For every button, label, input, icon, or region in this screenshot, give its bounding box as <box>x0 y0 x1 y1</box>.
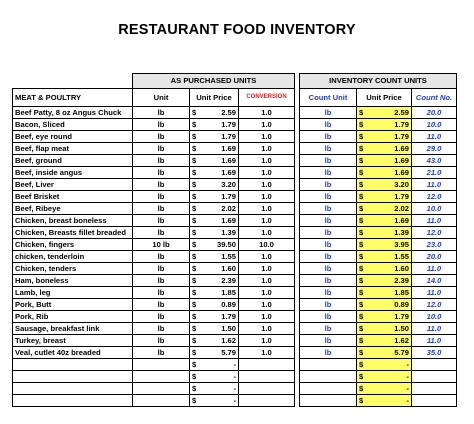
conversion-cell <box>239 395 295 407</box>
inventory-item-cell: Beef, ground <box>13 155 133 167</box>
unit-cell: lb <box>133 275 190 287</box>
inventory-item-cell: Chicken, Breasts fillet breaded <box>13 227 133 239</box>
inventory-item-cell: Turkey, breast <box>13 335 133 347</box>
count-no-cell[interactable]: 12.0 <box>412 227 457 239</box>
count-unit-price-cell: 0.89 <box>367 299 412 311</box>
unit-price-cell: 1.55 <box>200 251 239 263</box>
count-unit-cell: lb <box>300 263 357 275</box>
count-no-cell[interactable]: 20.0 <box>412 251 457 263</box>
count-unit-cell <box>300 359 357 371</box>
inventory-item-cell: Veal, cutlet 40z breaded <box>13 347 133 359</box>
conversion-cell <box>239 383 295 395</box>
inventory-item-cell <box>13 383 133 395</box>
count-unit-price-cell: 1.69 <box>367 215 412 227</box>
unit-price-cell: 5.79 <box>200 347 239 359</box>
unit-cell: lb <box>133 131 190 143</box>
table-row <box>13 119 457 131</box>
count-no-cell[interactable]: 10.0 <box>412 311 457 323</box>
price-currency-cell: $ <box>190 131 200 143</box>
inventory-item-cell: Beef Patty, 8 oz Angus Chuck <box>13 107 133 119</box>
table-row <box>13 227 457 239</box>
table-row <box>13 191 457 203</box>
price-currency-cell: $ <box>190 263 200 275</box>
count-no-cell[interactable]: 35.0 <box>412 347 457 359</box>
inventory-item-cell: Pork, Butt <box>13 299 133 311</box>
price-currency-cell: $ <box>190 371 200 383</box>
inventory-rows <box>13 107 457 407</box>
count-price-currency-cell: $ <box>357 275 367 287</box>
price-currency-cell: $ <box>190 119 200 131</box>
unit-price-cell: - <box>200 395 239 407</box>
unit-price-cell: 1.79 <box>200 119 239 131</box>
unit-cell: lb <box>133 155 190 167</box>
conversion-cell: 1.0 <box>239 323 295 335</box>
unit-price-cell: 2.39 <box>200 275 239 287</box>
count-unit-header: Count Unit <box>300 89 357 107</box>
price-currency-cell: $ <box>190 203 200 215</box>
price-currency-cell: $ <box>190 227 200 239</box>
purchased-units-header: AS PURCHASED UNITS <box>133 74 295 89</box>
inventory-item-cell: Ham, boneless <box>13 275 133 287</box>
count-unit-cell <box>300 371 357 383</box>
count-no-cell[interactable]: 11.0 <box>412 263 457 275</box>
table-row <box>13 323 457 335</box>
inventory-item-cell: Sausage, breakfast link <box>13 323 133 335</box>
count-no-cell[interactable]: 11.0 <box>412 335 457 347</box>
count-unit-cell: lb <box>300 131 357 143</box>
unit-cell: lb <box>133 323 190 335</box>
count-no-cell[interactable] <box>412 371 457 383</box>
table-row <box>13 383 457 395</box>
table-row <box>13 167 457 179</box>
table-row <box>13 335 457 347</box>
inventory-item-cell: Beef, eye round <box>13 131 133 143</box>
price-currency-cell: $ <box>190 323 200 335</box>
unit-cell: lb <box>133 215 190 227</box>
unit-price-cell: 2.02 <box>200 203 239 215</box>
count-unit-price-cell: 1.55 <box>367 251 412 263</box>
conversion-cell: 1.0 <box>239 215 295 227</box>
inventory-item-cell <box>13 359 133 371</box>
unit-price-cell: 2.59 <box>200 107 239 119</box>
price-currency-cell: $ <box>190 383 200 395</box>
count-price-currency-cell: $ <box>357 371 367 383</box>
count-unit-price-cell: 1.39 <box>367 227 412 239</box>
count-no-cell[interactable]: 11.0 <box>412 287 457 299</box>
unit-price-cell: - <box>200 383 239 395</box>
count-unit-cell: lb <box>300 335 357 347</box>
count-unit-price-cell: 1.79 <box>367 119 412 131</box>
count-unit-cell: lb <box>300 323 357 335</box>
conversion-cell <box>239 371 295 383</box>
count-unit-price-cell: 1.79 <box>367 131 412 143</box>
count-price-currency-cell: $ <box>357 383 367 395</box>
count-unit-cell <box>300 383 357 395</box>
count-unit-cell <box>300 395 357 407</box>
count-unit-cell: lb <box>300 299 357 311</box>
count-units-header: INVENTORY COUNT UNITS <box>300 74 457 89</box>
count-no-header: Count No. <box>412 89 457 107</box>
count-unit-cell: lb <box>300 167 357 179</box>
count-unit-cell: lb <box>300 179 357 191</box>
count-unit-price-cell: 1.69 <box>367 143 412 155</box>
unit-price-cell: 1.50 <box>200 323 239 335</box>
count-price-currency-cell: $ <box>357 191 367 203</box>
unit-price-cell: 1.60 <box>200 263 239 275</box>
count-price-currency-cell: $ <box>357 287 367 299</box>
table-row <box>13 299 457 311</box>
unit-price-cell: 1.62 <box>200 335 239 347</box>
count-price-currency-cell: $ <box>357 107 367 119</box>
unit-cell: lb <box>133 299 190 311</box>
conversion-cell: 1.0 <box>239 347 295 359</box>
table-row <box>13 215 457 227</box>
count-unit-price-cell: 3.20 <box>367 179 412 191</box>
inventory-item-cell: chicken, tenderloin <box>13 251 133 263</box>
count-price-currency-cell: $ <box>357 227 367 239</box>
count-unit-price-cell: 5.79 <box>367 347 412 359</box>
price-currency-cell: $ <box>190 167 200 179</box>
count-unit-cell: lb <box>300 191 357 203</box>
table-row <box>13 311 457 323</box>
price-currency-cell: $ <box>190 275 200 287</box>
inventory-item-cell: Chicken, tenders <box>13 263 133 275</box>
conversion-cell: 1.0 <box>239 299 295 311</box>
count-no-cell[interactable]: 23.0 <box>412 239 457 251</box>
count-no-cell[interactable]: 10.0 <box>412 119 457 131</box>
count-unit-price-cell: - <box>367 371 412 383</box>
unit-price-cell: 1.79 <box>200 131 239 143</box>
inventory-item-cell: Beef, Ribeye <box>13 203 133 215</box>
conversion-cell: 1.0 <box>239 191 295 203</box>
inventory-item-cell <box>13 371 133 383</box>
group-header-row <box>13 74 457 89</box>
table-row <box>13 275 457 287</box>
inventory-item-cell: Lamb, leg <box>13 287 133 299</box>
table-row <box>13 395 457 407</box>
table-row <box>13 251 457 263</box>
unit-cell <box>133 395 190 407</box>
price-currency-cell: $ <box>190 215 200 227</box>
table-row <box>13 107 457 119</box>
count-unit-price-cell: 2.39 <box>367 275 412 287</box>
unit-cell <box>133 359 190 371</box>
unit-cell <box>133 383 190 395</box>
count-unit-price-header: Unit Price <box>357 89 412 107</box>
count-unit-price-cell: - <box>367 359 412 371</box>
count-unit-cell: lb <box>300 347 357 359</box>
count-price-currency-cell: $ <box>357 155 367 167</box>
count-price-currency-cell: $ <box>357 131 367 143</box>
category-header: MEAT & POULTRY <box>13 89 133 107</box>
count-price-currency-cell: $ <box>357 263 367 275</box>
count-no-cell[interactable] <box>412 383 457 395</box>
count-unit-cell: lb <box>300 275 357 287</box>
inventory-item-cell: Beef Brisket <box>13 191 133 203</box>
count-unit-cell: lb <box>300 143 357 155</box>
price-currency-cell: $ <box>190 239 200 251</box>
count-unit-price-cell: 1.62 <box>367 335 412 347</box>
count-price-currency-cell: $ <box>357 311 367 323</box>
table-row <box>13 239 457 251</box>
unit-price-header: Unit Price <box>190 89 239 107</box>
table-row <box>13 203 457 215</box>
unit-price-cell: 1.69 <box>200 143 239 155</box>
table-row <box>13 131 457 143</box>
conversion-cell: 10.0 <box>239 239 295 251</box>
count-unit-cell: lb <box>300 107 357 119</box>
count-price-currency-cell: $ <box>357 179 367 191</box>
price-currency-cell: $ <box>190 155 200 167</box>
count-price-currency-cell: $ <box>357 119 367 131</box>
conversion-cell: 1.0 <box>239 119 295 131</box>
count-no-cell[interactable]: 20.0 <box>412 107 457 119</box>
count-unit-cell: lb <box>300 203 357 215</box>
unit-cell: lb <box>133 191 190 203</box>
price-currency-cell: $ <box>190 395 200 407</box>
count-unit-price-cell: 1.50 <box>367 323 412 335</box>
price-currency-cell: $ <box>190 287 200 299</box>
conversion-cell: 1.0 <box>239 251 295 263</box>
unit-price-cell: - <box>200 359 239 371</box>
unit-cell: lb <box>133 335 190 347</box>
count-unit-cell: lb <box>300 251 357 263</box>
count-unit-cell: lb <box>300 287 357 299</box>
conversion-cell: 1.0 <box>239 203 295 215</box>
count-unit-cell: lb <box>300 239 357 251</box>
table-row <box>13 263 457 275</box>
count-no-cell[interactable]: 12.0 <box>412 191 457 203</box>
conversion-cell: 1.0 <box>239 155 295 167</box>
table-row <box>13 347 457 359</box>
unit-cell: 10 lb <box>133 239 190 251</box>
count-price-currency-cell: $ <box>357 299 367 311</box>
page-title: RESTAURANT FOOD INVENTORY <box>118 22 356 38</box>
count-unit-price-cell: 1.60 <box>367 263 412 275</box>
unit-cell: lb <box>133 263 190 275</box>
count-unit-price-cell: 1.85 <box>367 287 412 299</box>
table-row <box>13 287 457 299</box>
unit-price-cell: 0.89 <box>200 299 239 311</box>
count-unit-cell: lb <box>300 215 357 227</box>
unit-cell <box>133 371 190 383</box>
count-unit-price-cell: 1.69 <box>367 167 412 179</box>
count-no-cell[interactable]: 14.0 <box>412 275 457 287</box>
conversion-cell: 1.0 <box>239 131 295 143</box>
conversion-cell: 1.0 <box>239 275 295 287</box>
unit-price-cell: 1.79 <box>200 191 239 203</box>
count-no-cell[interactable]: 29.0 <box>412 143 457 155</box>
unit-cell: lb <box>133 179 190 191</box>
unit-cell: lb <box>133 107 190 119</box>
count-no-cell[interactable]: 10.0 <box>412 203 457 215</box>
count-unit-cell: lb <box>300 227 357 239</box>
price-currency-cell: $ <box>190 359 200 371</box>
count-unit-price-cell: 1.69 <box>367 155 412 167</box>
conversion-cell: 1.0 <box>239 227 295 239</box>
price-currency-cell: $ <box>190 143 200 155</box>
count-price-currency-cell: $ <box>357 347 367 359</box>
unit-cell: lb <box>133 203 190 215</box>
unit-price-cell: 1.79 <box>200 311 239 323</box>
price-currency-cell: $ <box>190 179 200 191</box>
count-unit-cell: lb <box>300 119 357 131</box>
count-price-currency-cell: $ <box>357 215 367 227</box>
conversion-cell: 1.0 <box>239 335 295 347</box>
count-unit-price-cell: - <box>367 383 412 395</box>
unit-header: Unit <box>133 89 190 107</box>
conversion-header: CONVERSION <box>239 89 295 107</box>
unit-price-cell: 39.50 <box>200 239 239 251</box>
price-currency-cell: $ <box>190 347 200 359</box>
conversion-cell: 1.0 <box>239 167 295 179</box>
count-no-cell[interactable]: 21.0 <box>412 167 457 179</box>
count-price-currency-cell: $ <box>357 323 367 335</box>
count-unit-price-cell: 3.95 <box>367 239 412 251</box>
price-currency-cell: $ <box>190 251 200 263</box>
unit-cell: lb <box>133 251 190 263</box>
inventory-item-cell <box>13 395 133 407</box>
table-row <box>13 155 457 167</box>
price-currency-cell: $ <box>190 335 200 347</box>
conversion-cell: 1.0 <box>239 107 295 119</box>
count-price-currency-cell: $ <box>357 143 367 155</box>
count-price-currency-cell: $ <box>357 395 367 407</box>
price-currency-cell: $ <box>190 299 200 311</box>
count-price-currency-cell: $ <box>357 239 367 251</box>
unit-price-cell: 1.69 <box>200 167 239 179</box>
unit-cell: lb <box>133 143 190 155</box>
price-currency-cell: $ <box>190 107 200 119</box>
conversion-cell: 1.0 <box>239 263 295 275</box>
inventory-item-cell: Beef, flap meat <box>13 143 133 155</box>
count-no-cell[interactable]: 11.0 <box>412 323 457 335</box>
unit-cell: lb <box>133 311 190 323</box>
price-currency-cell: $ <box>190 311 200 323</box>
count-unit-price-cell: - <box>367 395 412 407</box>
conversion-cell: 1.0 <box>239 143 295 155</box>
count-no-cell[interactable]: 11.0 <box>412 179 457 191</box>
unit-cell: lb <box>133 227 190 239</box>
count-unit-price-cell: 2.59 <box>367 107 412 119</box>
price-currency-cell: $ <box>190 191 200 203</box>
count-unit-price-cell: 1.79 <box>367 311 412 323</box>
unit-cell: lb <box>133 287 190 299</box>
count-no-cell[interactable] <box>412 395 457 407</box>
inventory-item-cell: Pork, Rib <box>13 311 133 323</box>
unit-price-cell: 1.69 <box>200 155 239 167</box>
count-no-cell[interactable]: 43.0 <box>412 155 457 167</box>
table-row <box>13 371 457 383</box>
inventory-item-cell: Beef, inside angus <box>13 167 133 179</box>
count-no-cell[interactable]: 11.0 <box>412 215 457 227</box>
inventory-item-cell: Chicken, fingers <box>13 239 133 251</box>
table-row <box>13 179 457 191</box>
count-price-currency-cell: $ <box>357 251 367 263</box>
inventory-table <box>12 73 457 407</box>
inventory-item-cell: Bacon, Sliced <box>13 119 133 131</box>
unit-cell: lb <box>133 119 190 131</box>
count-price-currency-cell: $ <box>357 335 367 347</box>
count-unit-price-cell: 1.79 <box>367 191 412 203</box>
inventory-item-cell: Chicken, breast boneless <box>13 215 133 227</box>
conversion-cell: 1.0 <box>239 287 295 299</box>
count-no-cell[interactable] <box>412 359 457 371</box>
table-row <box>13 359 457 371</box>
unit-cell: lb <box>133 347 190 359</box>
unit-price-cell: - <box>200 371 239 383</box>
count-unit-price-cell: 2.02 <box>367 203 412 215</box>
count-no-cell[interactable]: 11.0 <box>412 131 457 143</box>
conversion-cell: 1.0 <box>239 311 295 323</box>
unit-cell: lb <box>133 167 190 179</box>
unit-price-cell: 3.20 <box>200 179 239 191</box>
unit-price-cell: 1.39 <box>200 227 239 239</box>
count-unit-cell: lb <box>300 155 357 167</box>
table-row <box>13 143 457 155</box>
count-price-currency-cell: $ <box>357 359 367 371</box>
unit-price-cell: 1.85 <box>200 287 239 299</box>
count-price-currency-cell: $ <box>357 203 367 215</box>
column-header-row <box>13 89 457 107</box>
inventory-item-cell: Beef, Liver <box>13 179 133 191</box>
count-price-currency-cell: $ <box>357 167 367 179</box>
count-unit-cell: lb <box>300 311 357 323</box>
unit-price-cell: 1.69 <box>200 215 239 227</box>
conversion-cell: 1.0 <box>239 179 295 191</box>
count-no-cell[interactable]: 12.0 <box>412 299 457 311</box>
conversion-cell <box>239 359 295 371</box>
